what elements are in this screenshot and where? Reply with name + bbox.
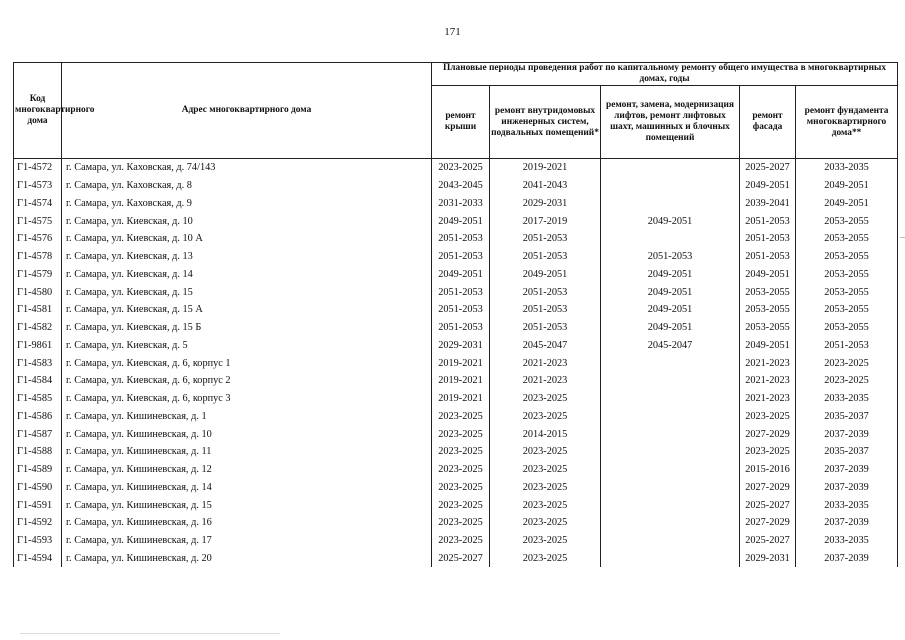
cell-engineering: 2023-2025 xyxy=(490,479,601,497)
cell-address: г. Самара, ул. Кишиневская, д. 10 xyxy=(62,425,432,443)
cell-engineering: 2029-2031 xyxy=(490,195,601,213)
table-row xyxy=(14,425,898,443)
cell-facade: 2039-2041 xyxy=(740,195,796,213)
cell-facade: 2051-2053 xyxy=(740,230,796,248)
cell-elevators: 2049-2051 xyxy=(601,266,740,284)
cell-elevators xyxy=(601,230,740,248)
cell-engineering: 2021-2023 xyxy=(490,372,601,390)
cell-elevators xyxy=(601,425,740,443)
cell-engineering: 2051-2053 xyxy=(490,319,601,337)
cell-engineering: 2014-2015 xyxy=(490,425,601,443)
cell-code: Г1-4594 xyxy=(14,550,62,568)
table-row xyxy=(14,372,898,390)
table-row xyxy=(14,266,898,284)
cell-engineering: 2023-2025 xyxy=(490,514,601,532)
cell-foundation: 2053-2055 xyxy=(796,266,898,284)
table-header xyxy=(14,63,898,159)
cell-code: Г1-9861 xyxy=(14,337,62,355)
table-row xyxy=(14,354,898,372)
cell-roof: 2023-2025 xyxy=(432,159,490,177)
cell-roof: 2019-2021 xyxy=(432,354,490,372)
cell-roof: 2023-2025 xyxy=(432,461,490,479)
cell-address: г. Самара, ул. Киевская, д. 13 xyxy=(62,248,432,266)
table-row xyxy=(14,230,898,248)
cell-address: г. Самара, ул. Каховская, д. 8 xyxy=(62,177,432,195)
cell-foundation: 2037-2039 xyxy=(796,514,898,532)
cell-foundation: 2023-2025 xyxy=(796,354,898,372)
cell-facade: 2049-2051 xyxy=(740,266,796,284)
cell-engineering: 2017-2019 xyxy=(490,212,601,230)
cell-code: Г1-4578 xyxy=(14,248,62,266)
cell-code: Г1-4586 xyxy=(14,408,62,426)
cell-code: Г1-4587 xyxy=(14,425,62,443)
cell-facade: 2025-2027 xyxy=(740,532,796,550)
column-header-roof: ремонт крыши xyxy=(432,86,490,159)
cell-address: г. Самара, ул. Киевская, д. 6, корпус 1 xyxy=(62,354,432,372)
table-row xyxy=(14,159,898,177)
cell-engineering: 2019-2021 xyxy=(490,159,601,177)
cell-address: г. Самара, ул. Кишиневская, д. 17 xyxy=(62,532,432,550)
cell-elevators xyxy=(601,372,740,390)
table-row xyxy=(14,319,898,337)
cell-code: Г1-4592 xyxy=(14,514,62,532)
cell-address: г. Самара, ул. Кишиневская, д. 20 xyxy=(62,550,432,568)
cell-facade: 2023-2025 xyxy=(740,408,796,426)
page-number: 171 xyxy=(444,26,461,38)
column-header-elevators: ремонт, замена, модернизация лифтов, ремонт лифтовых шахт, машинных и блочных помещений xyxy=(601,86,740,159)
cell-roof: 2043-2045 xyxy=(432,177,490,195)
table-row xyxy=(14,514,898,532)
cell-roof: 2051-2053 xyxy=(432,319,490,337)
cell-elevators xyxy=(601,532,740,550)
cell-engineering: 2023-2025 xyxy=(490,390,601,408)
capital-repair-schedule-table xyxy=(13,62,898,567)
cell-elevators xyxy=(601,514,740,532)
table-row xyxy=(14,532,898,550)
cell-foundation: 2049-2051 xyxy=(796,195,898,213)
scan-artifact-right-edge xyxy=(900,237,905,238)
cell-roof: 2025-2027 xyxy=(432,550,490,568)
cell-foundation: 2049-2051 xyxy=(796,177,898,195)
cell-foundation: 2053-2055 xyxy=(796,301,898,319)
cell-engineering: 2051-2053 xyxy=(490,301,601,319)
cell-foundation: 2053-2055 xyxy=(796,212,898,230)
cell-code: Г1-4572 xyxy=(14,159,62,177)
cell-foundation: 2033-2035 xyxy=(796,390,898,408)
cell-address: г. Самара, ул. Киевская, д. 15 xyxy=(62,283,432,301)
cell-elevators xyxy=(601,195,740,213)
cell-address: г. Самара, ул. Киевская, д. 15 Б xyxy=(62,319,432,337)
table-row xyxy=(14,301,898,319)
cell-elevators: 2049-2051 xyxy=(601,319,740,337)
cell-engineering: 2023-2025 xyxy=(490,532,601,550)
table-row xyxy=(14,248,898,266)
scan-artifact-bottom-line xyxy=(20,633,280,634)
cell-code: Г1-4584 xyxy=(14,372,62,390)
cell-engineering: 2023-2025 xyxy=(490,443,601,461)
cell-elevators xyxy=(601,390,740,408)
cell-engineering: 2023-2025 xyxy=(490,550,601,568)
cell-foundation: 2053-2055 xyxy=(796,283,898,301)
cell-roof: 2023-2025 xyxy=(432,532,490,550)
cell-address: г. Самара, ул. Кишиневская, д. 11 xyxy=(62,443,432,461)
cell-elevators xyxy=(601,159,740,177)
cell-address: г. Самара, ул. Кишиневская, д. 15 xyxy=(62,496,432,514)
cell-elevators xyxy=(601,461,740,479)
cell-engineering: 2051-2053 xyxy=(490,248,601,266)
column-header-facade: ремонт фасада xyxy=(740,86,796,159)
cell-roof: 2051-2053 xyxy=(432,283,490,301)
cell-address: г. Самара, ул. Киевская, д. 14 xyxy=(62,266,432,284)
table-row xyxy=(14,283,898,301)
cell-code: Г1-4590 xyxy=(14,479,62,497)
column-header-foundation: ремонт фундамента многоквартирного дома** xyxy=(796,86,898,159)
cell-facade: 2021-2023 xyxy=(740,390,796,408)
cell-roof: 2051-2053 xyxy=(432,301,490,319)
cell-address: г. Самара, ул. Киевская, д. 5 xyxy=(62,337,432,355)
cell-address: г. Самара, ул. Киевская, д. 10 xyxy=(62,212,432,230)
cell-foundation: 2053-2055 xyxy=(796,319,898,337)
cell-code: Г1-4580 xyxy=(14,283,62,301)
table-row xyxy=(14,337,898,355)
cell-elevators xyxy=(601,354,740,372)
cell-roof: 2051-2053 xyxy=(432,248,490,266)
cell-elevators xyxy=(601,408,740,426)
cell-elevators: 2049-2051 xyxy=(601,212,740,230)
table-row xyxy=(14,550,898,568)
cell-engineering: 2049-2051 xyxy=(490,266,601,284)
cell-facade: 2025-2027 xyxy=(740,159,796,177)
cell-code: Г1-4593 xyxy=(14,532,62,550)
cell-elevators xyxy=(601,443,740,461)
table-row xyxy=(14,212,898,230)
cell-elevators: 2049-2051 xyxy=(601,301,740,319)
cell-code: Г1-4581 xyxy=(14,301,62,319)
cell-code: Г1-4579 xyxy=(14,266,62,284)
cell-facade: 2053-2055 xyxy=(740,283,796,301)
cell-facade: 2023-2025 xyxy=(740,443,796,461)
column-header-code: Код многоквартирного дома xyxy=(14,63,62,159)
cell-facade: 2021-2023 xyxy=(740,372,796,390)
cell-foundation: 2037-2039 xyxy=(796,479,898,497)
cell-code: Г1-4574 xyxy=(14,195,62,213)
cell-address: г. Самара, ул. Кишиневская, д. 16 xyxy=(62,514,432,532)
cell-roof: 2049-2051 xyxy=(432,212,490,230)
table-row xyxy=(14,496,898,514)
cell-engineering: 2045-2047 xyxy=(490,337,601,355)
cell-facade: 2021-2023 xyxy=(740,354,796,372)
cell-code: Г1-4588 xyxy=(14,443,62,461)
cell-facade: 2015-2016 xyxy=(740,461,796,479)
cell-address: г. Самара, ул. Киевская, д. 10 А xyxy=(62,230,432,248)
cell-facade: 2025-2027 xyxy=(740,496,796,514)
cell-code: Г1-4582 xyxy=(14,319,62,337)
cell-foundation: 2053-2055 xyxy=(796,230,898,248)
cell-code: Г1-4583 xyxy=(14,354,62,372)
cell-address: г. Самара, ул. Киевская, д. 6, корпус 3 xyxy=(62,390,432,408)
cell-elevators: 2045-2047 xyxy=(601,337,740,355)
cell-engineering: 2041-2043 xyxy=(490,177,601,195)
cell-engineering: 2023-2025 xyxy=(490,461,601,479)
cell-roof: 2019-2021 xyxy=(432,372,490,390)
table-body xyxy=(14,159,898,568)
cell-elevators xyxy=(601,479,740,497)
cell-facade: 2051-2053 xyxy=(740,212,796,230)
cell-foundation: 2037-2039 xyxy=(796,425,898,443)
cell-foundation: 2035-2037 xyxy=(796,443,898,461)
cell-foundation: 2051-2053 xyxy=(796,337,898,355)
cell-foundation: 2053-2055 xyxy=(796,248,898,266)
cell-facade: 2049-2051 xyxy=(740,337,796,355)
cell-engineering: 2023-2025 xyxy=(490,408,601,426)
cell-facade: 2027-2029 xyxy=(740,514,796,532)
cell-roof: 2051-2053 xyxy=(432,230,490,248)
cell-facade: 2053-2055 xyxy=(740,301,796,319)
cell-roof: 2029-2031 xyxy=(432,337,490,355)
column-header-address: Адрес многоквартирного дома xyxy=(62,63,432,159)
cell-roof: 2031-2033 xyxy=(432,195,490,213)
cell-code: Г1-4575 xyxy=(14,212,62,230)
table-row xyxy=(14,390,898,408)
cell-foundation: 2023-2025 xyxy=(796,372,898,390)
cell-code: Г1-4591 xyxy=(14,496,62,514)
cell-foundation: 2033-2035 xyxy=(796,159,898,177)
cell-engineering: 2051-2053 xyxy=(490,230,601,248)
cell-code: Г1-4576 xyxy=(14,230,62,248)
cell-foundation: 2035-2037 xyxy=(796,408,898,426)
cell-address: г. Самара, ул. Кишиневская, д. 1 xyxy=(62,408,432,426)
cell-foundation: 2037-2039 xyxy=(796,550,898,568)
cell-code: Г1-4573 xyxy=(14,177,62,195)
cell-elevators xyxy=(601,177,740,195)
table-row xyxy=(14,177,898,195)
cell-address: г. Самара, ул. Киевская, д. 15 А xyxy=(62,301,432,319)
cell-elevators: 2049-2051 xyxy=(601,283,740,301)
cell-address: г. Самара, ул. Каховская, д. 74/143 xyxy=(62,159,432,177)
cell-roof: 2023-2025 xyxy=(432,496,490,514)
cell-roof: 2023-2025 xyxy=(432,514,490,532)
cell-elevators xyxy=(601,550,740,568)
cell-code: Г1-4589 xyxy=(14,461,62,479)
cell-facade: 2051-2053 xyxy=(740,248,796,266)
cell-elevators xyxy=(601,496,740,514)
cell-address: г. Самара, ул. Кишиневская, д. 14 xyxy=(62,479,432,497)
cell-engineering: 2051-2053 xyxy=(490,283,601,301)
cell-foundation: 2033-2035 xyxy=(796,532,898,550)
table-row xyxy=(14,195,898,213)
cell-foundation: 2037-2039 xyxy=(796,461,898,479)
cell-address: г. Самара, ул. Киевская, д. 6, корпус 2 xyxy=(62,372,432,390)
cell-facade: 2053-2055 xyxy=(740,319,796,337)
cell-code: Г1-4585 xyxy=(14,390,62,408)
cell-facade: 2027-2029 xyxy=(740,425,796,443)
table-row xyxy=(14,479,898,497)
cell-facade: 2027-2029 xyxy=(740,479,796,497)
table-row xyxy=(14,408,898,426)
cell-engineering: 2023-2025 xyxy=(490,496,601,514)
cell-engineering: 2021-2023 xyxy=(490,354,601,372)
cell-elevators: 2051-2053 xyxy=(601,248,740,266)
column-header-engineering: ремонт внутридомовых инженерных систем, подвальных помещений* xyxy=(490,86,601,159)
cell-address: г. Самара, ул. Кишиневская, д. 12 xyxy=(62,461,432,479)
cell-roof: 2023-2025 xyxy=(432,479,490,497)
cell-facade: 2049-2051 xyxy=(740,177,796,195)
cell-roof: 2023-2025 xyxy=(432,408,490,426)
cell-roof: 2023-2025 xyxy=(432,443,490,461)
cell-roof: 2023-2025 xyxy=(432,425,490,443)
cell-roof: 2019-2021 xyxy=(432,390,490,408)
cell-roof: 2049-2051 xyxy=(432,266,490,284)
table-row xyxy=(14,443,898,461)
column-group-header-periods: Плановые периоды проведения работ по капитальному ремонту общего имущества в многоквартирных домах, годы xyxy=(432,63,898,86)
cell-address: г. Самара, ул. Каховская, д. 9 xyxy=(62,195,432,213)
table-row xyxy=(14,461,898,479)
cell-foundation: 2033-2035 xyxy=(796,496,898,514)
cell-facade: 2029-2031 xyxy=(740,550,796,568)
